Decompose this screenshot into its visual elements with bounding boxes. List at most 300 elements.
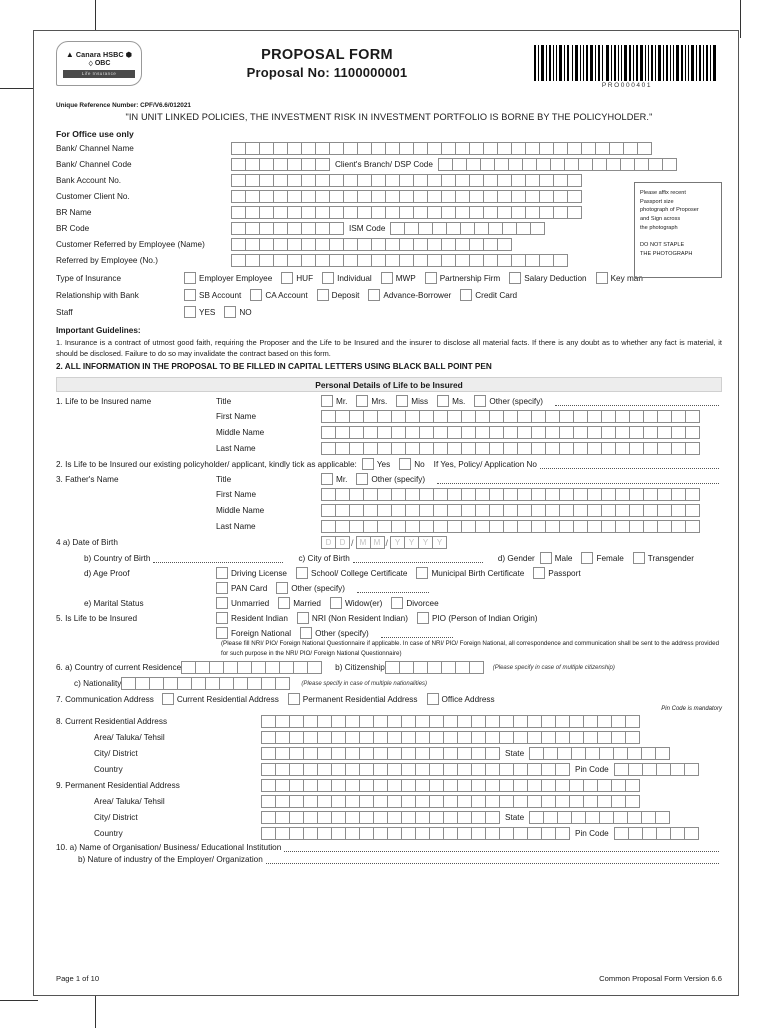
- input-cell[interactable]: [573, 520, 588, 533]
- input-cell[interactable]: [331, 827, 346, 840]
- input-cell[interactable]: [685, 442, 700, 455]
- input-cell[interactable]: [245, 158, 260, 171]
- input-cell[interactable]: [359, 795, 374, 808]
- input-cell[interactable]: [485, 715, 500, 728]
- input-cell[interactable]: [513, 731, 528, 744]
- q5-r2-checkbox-1[interactable]: [300, 627, 312, 639]
- input-cell[interactable]: [559, 442, 574, 455]
- input-cell[interactable]: [345, 811, 360, 824]
- input-cell[interactable]: [559, 410, 574, 423]
- input-cell[interactable]: [555, 731, 570, 744]
- input-cell[interactable]: [671, 504, 686, 517]
- input-cell[interactable]: [441, 238, 456, 251]
- input-cell[interactable]: [555, 779, 570, 792]
- input-cell[interactable]: [671, 488, 686, 501]
- input-cell[interactable]: [601, 488, 616, 501]
- input-cell[interactable]: [553, 190, 568, 203]
- input-cell[interactable]: [457, 779, 472, 792]
- input-cell[interactable]: [441, 661, 456, 674]
- input-cell[interactable]: [569, 715, 584, 728]
- q5-r1-checkbox-1[interactable]: [297, 612, 309, 624]
- input-cell[interactable]: [429, 779, 444, 792]
- input-cell[interactable]: [541, 827, 556, 840]
- input-cell[interactable]: [457, 795, 472, 808]
- input-cell[interactable]: [587, 442, 602, 455]
- q6a-country-residence-input[interactable]: [181, 661, 321, 674]
- input-cell[interactable]: [469, 661, 484, 674]
- input-cell[interactable]: [385, 174, 400, 187]
- input-cell[interactable]: [135, 677, 150, 690]
- input-cell[interactable]: [587, 488, 602, 501]
- input-cell[interactable]: [557, 747, 572, 760]
- input-cell[interactable]: [485, 795, 500, 808]
- input-cell[interactable]: [513, 795, 528, 808]
- input-cell[interactable]: [359, 747, 374, 760]
- input-cell[interactable]: [315, 174, 330, 187]
- input-cell[interactable]: [303, 795, 318, 808]
- input-cell[interactable]: [331, 747, 346, 760]
- input-cell[interactable]: [571, 811, 586, 824]
- input-cell[interactable]: [415, 715, 430, 728]
- input-cell[interactable]: [373, 715, 388, 728]
- input-cell[interactable]: [390, 222, 405, 235]
- input-cell[interactable]: [205, 677, 220, 690]
- input-cell[interactable]: [385, 206, 400, 219]
- input-cell[interactable]: [587, 410, 602, 423]
- input-cell[interactable]: [399, 254, 414, 267]
- q4-age-proof-other-input[interactable]: [357, 584, 429, 593]
- q1-title-checkbox-0[interactable]: [321, 395, 333, 407]
- input-cell[interactable]: [641, 811, 656, 824]
- input-cell[interactable]: [273, 142, 288, 155]
- input-cell[interactable]: [530, 222, 545, 235]
- input-cell[interactable]: [387, 779, 402, 792]
- input-cell[interactable]: [656, 827, 671, 840]
- input-cell[interactable]: [331, 763, 346, 776]
- input-cell[interactable]: [581, 142, 596, 155]
- input-cell[interactable]: [359, 763, 374, 776]
- q5-r1-checkbox-0[interactable]: [216, 612, 228, 624]
- q10b-input[interactable]: [266, 855, 719, 864]
- input-cell[interactable]: [301, 158, 316, 171]
- office-row-input-2[interactable]: [231, 174, 581, 187]
- input-cell[interactable]: [517, 488, 532, 501]
- input-cell[interactable]: [301, 254, 316, 267]
- input-cell[interactable]: [433, 426, 448, 439]
- input-cell[interactable]: [601, 410, 616, 423]
- input-cell[interactable]: [455, 174, 470, 187]
- input-cell[interactable]: [643, 520, 658, 533]
- input-cell[interactable]: [522, 158, 537, 171]
- input-cell[interactable]: [345, 747, 360, 760]
- age-proof-r2-checkbox-0[interactable]: [216, 582, 228, 594]
- input-cell[interactable]: [331, 811, 346, 824]
- input-cell[interactable]: [564, 158, 579, 171]
- input-cell[interactable]: [643, 442, 658, 455]
- current-residential-address-inline-input-1[interactable]: [529, 747, 669, 760]
- input-cell[interactable]: [321, 442, 336, 455]
- input-cell[interactable]: [385, 142, 400, 155]
- input-cell[interactable]: [231, 158, 246, 171]
- marital-status-checkbox-1[interactable]: [278, 597, 290, 609]
- input-cell[interactable]: [289, 747, 304, 760]
- input-cell[interactable]: [511, 174, 526, 187]
- input-cell[interactable]: [261, 811, 276, 824]
- input-cell[interactable]: [259, 206, 274, 219]
- input-cell[interactable]: [597, 779, 612, 792]
- input-cell[interactable]: [657, 504, 672, 517]
- input-cell[interactable]: [303, 715, 318, 728]
- input-cell[interactable]: [329, 142, 344, 155]
- input-cell[interactable]: [587, 504, 602, 517]
- input-cell[interactable]: [345, 715, 360, 728]
- input-cell[interactable]: [317, 731, 332, 744]
- input-cell[interactable]: [443, 763, 458, 776]
- communication-address-checkbox-1[interactable]: [288, 693, 300, 705]
- q1-title-checkbox-1[interactable]: [356, 395, 368, 407]
- input-cell[interactable]: [441, 142, 456, 155]
- input-cell[interactable]: [569, 779, 584, 792]
- dob-cell-2[interactable]: M: [356, 536, 371, 549]
- input-cell[interactable]: [287, 238, 302, 251]
- input-cell[interactable]: [275, 811, 290, 824]
- input-cell[interactable]: [251, 661, 266, 674]
- input-cell[interactable]: [231, 142, 246, 155]
- input-cell[interactable]: [527, 715, 542, 728]
- input-cell[interactable]: [273, 174, 288, 187]
- input-cell[interactable]: [287, 142, 302, 155]
- permanent-residential-address-row-input-2[interactable]: [261, 827, 569, 840]
- input-cell[interactable]: [452, 158, 467, 171]
- input-cell[interactable]: [611, 715, 626, 728]
- input-cell[interactable]: [597, 795, 612, 808]
- input-cell[interactable]: [527, 779, 542, 792]
- input-cell[interactable]: [303, 811, 318, 824]
- input-cell[interactable]: [474, 222, 489, 235]
- input-cell[interactable]: [177, 677, 192, 690]
- q5-r2-checkbox-0[interactable]: [216, 627, 228, 639]
- input-cell[interactable]: [471, 763, 486, 776]
- input-cell[interactable]: [583, 731, 598, 744]
- input-cell[interactable]: [494, 158, 509, 171]
- input-cell[interactable]: [303, 747, 318, 760]
- input-cell[interactable]: [611, 795, 626, 808]
- input-cell[interactable]: [573, 442, 588, 455]
- input-cell[interactable]: [357, 190, 372, 203]
- q3-name-input-2[interactable]: [321, 520, 699, 533]
- office-row-input-4[interactable]: [231, 206, 581, 219]
- input-cell[interactable]: [606, 158, 621, 171]
- relationship-with-bank-checkbox-4[interactable]: [460, 289, 472, 301]
- input-cell[interactable]: [331, 795, 346, 808]
- input-cell[interactable]: [289, 827, 304, 840]
- input-cell[interactable]: [357, 142, 372, 155]
- input-cell[interactable]: [511, 206, 526, 219]
- input-cell[interactable]: [259, 254, 274, 267]
- current-residential-address-row-input-1[interactable]: [261, 747, 499, 760]
- input-cell[interactable]: [429, 747, 444, 760]
- input-cell[interactable]: [545, 410, 560, 423]
- input-cell[interactable]: [489, 442, 504, 455]
- input-cell[interactable]: [655, 811, 670, 824]
- input-cell[interactable]: [573, 426, 588, 439]
- input-cell[interactable]: [413, 206, 428, 219]
- input-cell[interactable]: [321, 426, 336, 439]
- input-cell[interactable]: [543, 811, 558, 824]
- input-cell[interactable]: [399, 174, 414, 187]
- input-cell[interactable]: [443, 731, 458, 744]
- input-cell[interactable]: [585, 747, 600, 760]
- input-cell[interactable]: [517, 442, 532, 455]
- input-cell[interactable]: [485, 827, 500, 840]
- input-cell[interactable]: [531, 488, 546, 501]
- input-cell[interactable]: [343, 190, 358, 203]
- input-cell[interactable]: [583, 715, 598, 728]
- input-cell[interactable]: [634, 158, 649, 171]
- input-cell[interactable]: [569, 795, 584, 808]
- input-cell[interactable]: [441, 174, 456, 187]
- input-cell[interactable]: [517, 504, 532, 517]
- input-cell[interactable]: [357, 174, 372, 187]
- input-cell[interactable]: [363, 442, 378, 455]
- input-cell[interactable]: [625, 715, 640, 728]
- input-cell[interactable]: [497, 174, 512, 187]
- q5-other-input[interactable]: [381, 629, 453, 638]
- input-cell[interactable]: [391, 426, 406, 439]
- input-cell[interactable]: [419, 504, 434, 517]
- input-cell[interactable]: [531, 442, 546, 455]
- input-cell[interactable]: [441, 254, 456, 267]
- input-cell[interactable]: [475, 410, 490, 423]
- input-cell[interactable]: [461, 410, 476, 423]
- input-cell[interactable]: [427, 206, 442, 219]
- input-cell[interactable]: [671, 520, 686, 533]
- input-cell[interactable]: [553, 254, 568, 267]
- input-cell[interactable]: [259, 142, 274, 155]
- input-cell[interactable]: [195, 661, 210, 674]
- input-cell[interactable]: [438, 158, 453, 171]
- input-cell[interactable]: [331, 731, 346, 744]
- input-cell[interactable]: [475, 442, 490, 455]
- input-cell[interactable]: [483, 190, 498, 203]
- input-cell[interactable]: [287, 190, 302, 203]
- input-cell[interactable]: [415, 747, 430, 760]
- input-cell[interactable]: [433, 520, 448, 533]
- input-cell[interactable]: [642, 763, 657, 776]
- input-cell[interactable]: [637, 142, 652, 155]
- input-cell[interactable]: [567, 190, 582, 203]
- dob-cell-6[interactable]: Y: [418, 536, 433, 549]
- input-cell[interactable]: [418, 222, 433, 235]
- q10a-input[interactable]: [284, 843, 719, 852]
- input-cell[interactable]: [656, 763, 671, 776]
- input-cell[interactable]: [629, 520, 644, 533]
- input-cell[interactable]: [527, 827, 542, 840]
- input-cell[interactable]: [401, 715, 416, 728]
- input-cell[interactable]: [447, 442, 462, 455]
- q6c-nationality-input[interactable]: [121, 677, 289, 690]
- input-cell[interactable]: [511, 254, 526, 267]
- input-cell[interactable]: [377, 504, 392, 517]
- input-cell[interactable]: [315, 190, 330, 203]
- input-cell[interactable]: [567, 206, 582, 219]
- type-of-insurance-checkbox-3[interactable]: [381, 272, 393, 284]
- input-cell[interactable]: [629, 504, 644, 517]
- input-cell[interactable]: [245, 142, 260, 155]
- input-cell[interactable]: [629, 410, 644, 423]
- input-cell[interactable]: [301, 222, 316, 235]
- input-cell[interactable]: [433, 410, 448, 423]
- input-cell[interactable]: [601, 504, 616, 517]
- communication-address-checkbox-0[interactable]: [162, 693, 174, 705]
- input-cell[interactable]: [455, 661, 470, 674]
- input-cell[interactable]: [469, 206, 484, 219]
- input-cell[interactable]: [443, 811, 458, 824]
- input-cell[interactable]: [499, 763, 514, 776]
- marital-status-checkbox-2[interactable]: [330, 597, 342, 609]
- input-cell[interactable]: [497, 190, 512, 203]
- input-cell[interactable]: [315, 142, 330, 155]
- input-cell[interactable]: [149, 677, 164, 690]
- input-cell[interactable]: [573, 410, 588, 423]
- input-cell[interactable]: [517, 410, 532, 423]
- input-cell[interactable]: [461, 488, 476, 501]
- input-cell[interactable]: [583, 779, 598, 792]
- input-cell[interactable]: [387, 715, 402, 728]
- input-cell[interactable]: [181, 661, 196, 674]
- age-proof-r1-checkbox-3[interactable]: [533, 567, 545, 579]
- input-cell[interactable]: [237, 661, 252, 674]
- input-cell[interactable]: [503, 426, 518, 439]
- input-cell[interactable]: [191, 677, 206, 690]
- input-cell[interactable]: [259, 190, 274, 203]
- input-cell[interactable]: [415, 731, 430, 744]
- input-cell[interactable]: [419, 426, 434, 439]
- type-of-insurance-checkbox-6[interactable]: [596, 272, 608, 284]
- input-cell[interactable]: [625, 795, 640, 808]
- input-cell[interactable]: [525, 190, 540, 203]
- age-proof-r2-checkbox-1[interactable]: [276, 582, 288, 594]
- office-inline-input-1[interactable]: [438, 158, 676, 171]
- staff-checkbox-0[interactable]: [184, 306, 196, 318]
- type-of-insurance-checkbox-1[interactable]: [281, 272, 293, 284]
- input-cell[interactable]: [163, 677, 178, 690]
- input-cell[interactable]: [289, 811, 304, 824]
- input-cell[interactable]: [315, 158, 330, 171]
- input-cell[interactable]: [259, 158, 274, 171]
- input-cell[interactable]: [559, 488, 574, 501]
- input-cell[interactable]: [613, 747, 628, 760]
- input-cell[interactable]: [401, 731, 416, 744]
- input-cell[interactable]: [387, 747, 402, 760]
- input-cell[interactable]: [483, 238, 498, 251]
- input-cell[interactable]: [469, 238, 484, 251]
- input-cell[interactable]: [345, 795, 360, 808]
- input-cell[interactable]: [531, 426, 546, 439]
- input-cell[interactable]: [615, 410, 630, 423]
- input-cell[interactable]: [399, 142, 414, 155]
- input-cell[interactable]: [391, 520, 406, 533]
- input-cell[interactable]: [447, 520, 462, 533]
- input-cell[interactable]: [555, 763, 570, 776]
- input-cell[interactable]: [641, 747, 656, 760]
- input-cell[interactable]: [371, 142, 386, 155]
- input-cell[interactable]: [335, 520, 350, 533]
- input-cell[interactable]: [670, 763, 685, 776]
- input-cell[interactable]: [315, 206, 330, 219]
- input-cell[interactable]: [569, 731, 584, 744]
- input-cell[interactable]: [329, 174, 344, 187]
- input-cell[interactable]: [427, 238, 442, 251]
- input-cell[interactable]: [536, 158, 551, 171]
- input-cell[interactable]: [377, 520, 392, 533]
- input-cell[interactable]: [553, 142, 568, 155]
- input-cell[interactable]: [443, 827, 458, 840]
- input-cell[interactable]: [429, 827, 444, 840]
- input-cell[interactable]: [261, 731, 276, 744]
- input-cell[interactable]: [499, 795, 514, 808]
- input-cell[interactable]: [245, 174, 260, 187]
- input-cell[interactable]: [455, 190, 470, 203]
- input-cell[interactable]: [371, 174, 386, 187]
- input-cell[interactable]: [259, 222, 274, 235]
- input-cell[interactable]: [401, 811, 416, 824]
- input-cell[interactable]: [475, 426, 490, 439]
- office-row-input-0[interactable]: [231, 142, 651, 155]
- input-cell[interactable]: [529, 811, 544, 824]
- input-cell[interactable]: [513, 763, 528, 776]
- input-cell[interactable]: [595, 142, 610, 155]
- input-cell[interactable]: [401, 747, 416, 760]
- input-cell[interactable]: [684, 827, 699, 840]
- input-cell[interactable]: [555, 795, 570, 808]
- input-cell[interactable]: [427, 142, 442, 155]
- input-cell[interactable]: [265, 661, 280, 674]
- input-cell[interactable]: [441, 206, 456, 219]
- input-cell[interactable]: [685, 504, 700, 517]
- input-cell[interactable]: [287, 222, 302, 235]
- input-cell[interactable]: [279, 661, 294, 674]
- input-cell[interactable]: [245, 222, 260, 235]
- input-cell[interactable]: [573, 504, 588, 517]
- input-cell[interactable]: [615, 504, 630, 517]
- age-proof-r1-checkbox-1[interactable]: [296, 567, 308, 579]
- input-cell[interactable]: [343, 206, 358, 219]
- input-cell[interactable]: [503, 410, 518, 423]
- permanent-residential-address-row-input-1[interactable]: [261, 811, 499, 824]
- input-cell[interactable]: [615, 488, 630, 501]
- input-cell[interactable]: [373, 811, 388, 824]
- input-cell[interactable]: [557, 811, 572, 824]
- input-cell[interactable]: [419, 410, 434, 423]
- input-cell[interactable]: [587, 426, 602, 439]
- input-cell[interactable]: [643, 410, 658, 423]
- office-row-input-6[interactable]: [231, 238, 511, 251]
- input-cell[interactable]: [461, 442, 476, 455]
- input-cell[interactable]: [567, 142, 582, 155]
- input-cell[interactable]: [231, 174, 246, 187]
- input-cell[interactable]: [427, 174, 442, 187]
- input-cell[interactable]: [301, 190, 316, 203]
- input-cell[interactable]: [303, 763, 318, 776]
- input-cell[interactable]: [413, 142, 428, 155]
- input-cell[interactable]: [643, 504, 658, 517]
- input-cell[interactable]: [261, 763, 276, 776]
- permanent-residential-address-row-input-0[interactable]: [261, 795, 639, 808]
- input-cell[interactable]: [404, 222, 419, 235]
- q2-policy-input[interactable]: [540, 460, 719, 469]
- input-cell[interactable]: [287, 254, 302, 267]
